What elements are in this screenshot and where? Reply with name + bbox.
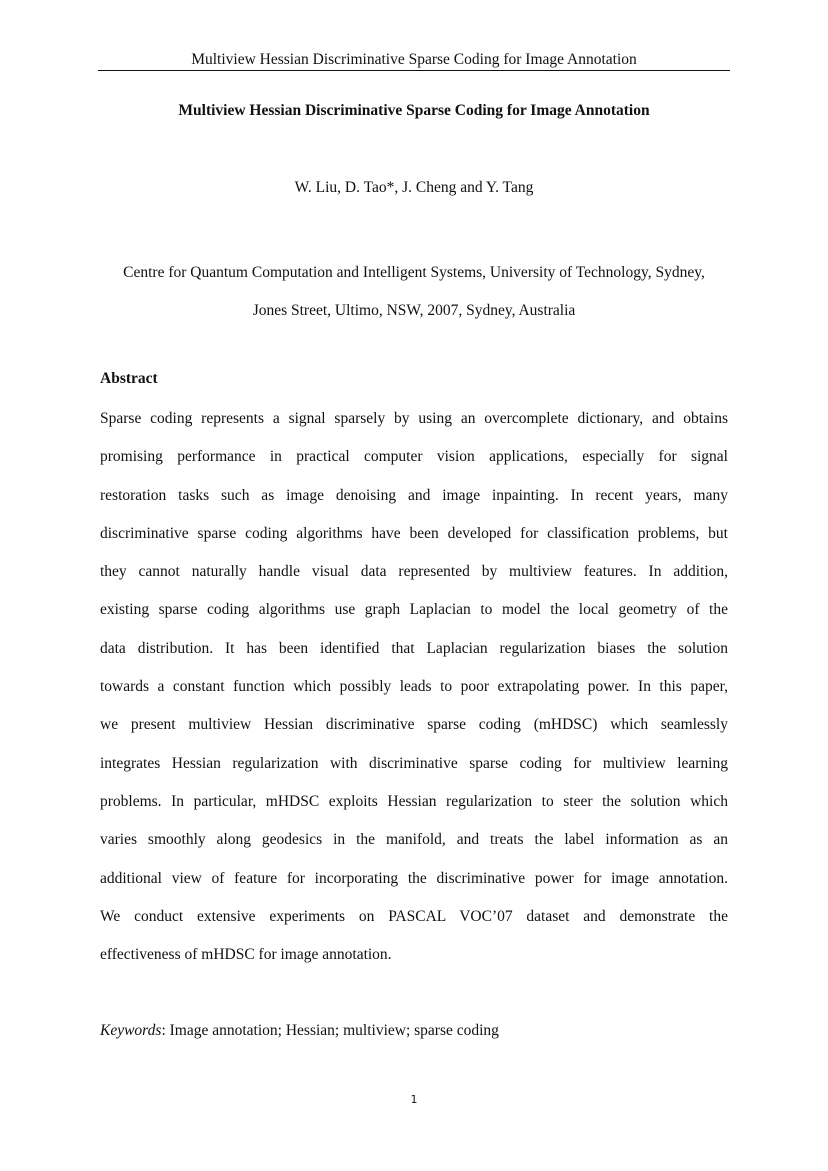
header-rule bbox=[98, 70, 730, 71]
author-list: W. Liu, D. Tao*, J. Cheng and Y. Tang bbox=[294, 179, 534, 196]
abstract-line: We conduct extensive experiments on PASCAL VOC’07 dataset and demonstrate the bbox=[100, 907, 728, 925]
affiliation-line-1: Centre for Quantum Computation and Intelligent Systems, University of Technology, Sydney, bbox=[123, 264, 705, 281]
abstract-heading: Abstract bbox=[100, 370, 158, 387]
abstract-line: we present multiview Hessian discriminative sparse coding (mHDSC) which seamlessly bbox=[100, 716, 728, 734]
affiliation-line-2: Jones Street, Ultimo, NSW, 2007, Sydney, Australia bbox=[252, 302, 576, 319]
abstract-line: varies smoothly along geodesics in the manifold, and treats the label information as an bbox=[100, 831, 728, 849]
abstract-line: problems. In particular, mHDSC exploits Hessian regularization to steer the solution which bbox=[100, 792, 728, 810]
abstract-line: discriminative sparse coding algorithms have been developed for classification problems, but bbox=[100, 524, 728, 542]
abstract-line: towards a constant function which possibly leads to poor extrapolating power. In this paper, bbox=[100, 678, 728, 696]
abstract-body bbox=[100, 400, 728, 974]
abstract-line: they cannot naturally handle visual data represented by multiview features. In addition, bbox=[100, 563, 728, 581]
affiliation bbox=[98, 254, 730, 330]
abstract-line: promising performance in practical computer vision applications, especially for signal bbox=[100, 448, 728, 466]
abstract-line: Sparse coding represents a signal sparsely by using an overcomplete dictionary, and obtains bbox=[100, 410, 728, 427]
abstract-line: integrates Hessian regularization with discriminative sparse coding for multiview learning bbox=[100, 754, 728, 772]
abstract-line: effectiveness of mHDSC for image annotation. bbox=[100, 946, 392, 964]
running-header: Multiview Hessian Discriminative Sparse Coding for Image Annotation bbox=[191, 51, 637, 68]
abstract-line: additional view of feature for incorporating the discriminative power for image annotation. bbox=[100, 869, 728, 887]
keywords-label: Keywords bbox=[100, 1022, 162, 1039]
keywords-text: Image annotation; Hessian; multiview; sparse coding bbox=[169, 1022, 499, 1039]
keywords-separator: : bbox=[161, 1022, 170, 1039]
abstract-line: restoration tasks such as image denoising and image inpainting. In recent years, many bbox=[100, 486, 728, 504]
keywords bbox=[100, 1021, 499, 1040]
page-number: 1 bbox=[410, 1093, 418, 1106]
paper-title: Multiview Hessian Discriminative Sparse Coding for Image Annotation bbox=[178, 102, 650, 119]
abstract-line: data distribution. It has been identified that Laplacian regularization biases the solution bbox=[100, 639, 728, 657]
abstract-line: existing sparse coding algorithms use graph Laplacian to model the local geometry of the bbox=[100, 601, 728, 619]
